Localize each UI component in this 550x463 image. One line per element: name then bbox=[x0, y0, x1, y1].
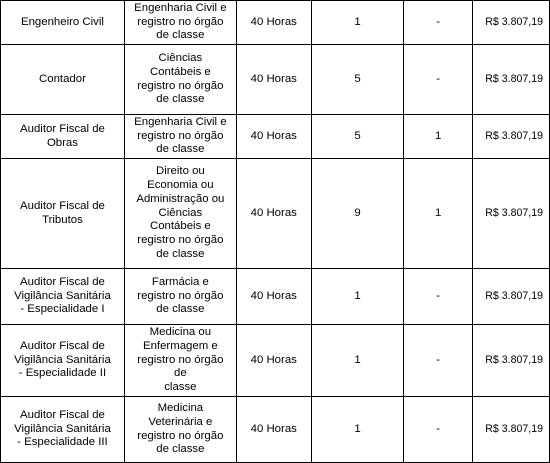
table-row bbox=[1, 159, 550, 269]
requirements-cell bbox=[124, 397, 236, 463]
positions-table-body bbox=[1, 1, 550, 463]
cargo-line: Obras bbox=[46, 136, 78, 149]
cargo-cell bbox=[1, 45, 125, 115]
requirements-line: Engenharia Civil e bbox=[134, 1, 227, 14]
requirements-line: de bbox=[174, 367, 187, 380]
workload-cell: 40 Horas bbox=[236, 115, 311, 159]
table-row bbox=[1, 1, 550, 45]
workload-cell: 40 Horas bbox=[236, 1, 311, 45]
cargo-line: Auditor Fiscal de bbox=[20, 199, 105, 212]
requirements-cell bbox=[124, 45, 236, 115]
requirements-line: de classe bbox=[156, 29, 205, 42]
workload-cell: 40 Horas bbox=[236, 45, 311, 115]
pcd-vacancies-cell: 1 bbox=[404, 159, 473, 269]
cargo-cell bbox=[1, 269, 125, 325]
requirements-line: registro no órgão bbox=[137, 353, 224, 366]
pcd-vacancies-cell: 1 bbox=[404, 115, 473, 159]
cargo-line: Tributos bbox=[42, 213, 83, 226]
cargo-line: Vigilância Sanitária bbox=[14, 353, 111, 366]
requirements-line: de classe bbox=[156, 93, 205, 106]
salary-cell: R$ 3.807,19 bbox=[473, 1, 550, 45]
requirements-line: de classe bbox=[156, 443, 205, 456]
salary-cell: R$ 3.807,19 bbox=[473, 159, 550, 269]
requirements-line: classe bbox=[164, 381, 197, 394]
requirements-line: registro no órgão bbox=[137, 15, 224, 28]
requirements-cell bbox=[124, 1, 236, 45]
requirements-line: Contábeis e bbox=[149, 65, 211, 78]
requirements-line: registro no órgão bbox=[137, 234, 224, 247]
cargo-line: Engenheiro Civil bbox=[20, 15, 104, 28]
requirements-line: Engenharia Civil e bbox=[134, 115, 227, 128]
requirements-line: registro no órgão bbox=[137, 289, 224, 302]
vacancies-cell: 1 bbox=[311, 325, 404, 397]
pcd-vacancies-cell: - bbox=[404, 397, 473, 463]
requirements-cell bbox=[124, 159, 236, 269]
pcd-vacancies-cell: - bbox=[404, 1, 473, 45]
salary-cell: R$ 3.807,19 bbox=[473, 115, 550, 159]
requirements-line: registro no órgão bbox=[137, 79, 224, 92]
salary-cell: R$ 3.807,19 bbox=[473, 45, 550, 115]
cargo-line: Auditor Fiscal de bbox=[20, 122, 105, 135]
vacancies-cell: 5 bbox=[311, 115, 404, 159]
requirements-line: Direito ou bbox=[155, 164, 205, 177]
requirements-line: de classe bbox=[156, 303, 205, 316]
table-row bbox=[1, 325, 550, 397]
requirements-line: Medicina ou bbox=[149, 325, 212, 338]
table-row bbox=[1, 45, 550, 115]
vacancies-cell: 9 bbox=[311, 159, 404, 269]
cargo-cell bbox=[1, 115, 125, 159]
cargo-line: Auditor Fiscal de bbox=[20, 275, 105, 288]
cargo-line: Vigilância Sanitária bbox=[14, 289, 111, 302]
requirements-line: Administração ou bbox=[136, 192, 225, 205]
cargo-line: - Especialidade III bbox=[17, 436, 108, 449]
salary-cell: R$ 3.807,19 bbox=[473, 397, 550, 463]
cargo-line: Vigilância Sanitária bbox=[14, 422, 111, 435]
workload-cell: 40 Horas bbox=[236, 397, 311, 463]
requirements-line: de classe bbox=[156, 143, 205, 156]
table-row bbox=[1, 269, 550, 325]
cargo-cell bbox=[1, 159, 125, 269]
requirements-line: de classe bbox=[156, 248, 205, 261]
requirements-line: Economia ou bbox=[147, 178, 214, 191]
requirements-line: Enfermagem e bbox=[143, 339, 218, 352]
cargo-cell bbox=[1, 325, 125, 397]
requirements-cell bbox=[124, 269, 236, 325]
vacancies-cell: 1 bbox=[311, 269, 404, 325]
requirements-line: Farmácia e bbox=[151, 275, 209, 288]
cargo-line: Contador bbox=[39, 72, 86, 85]
cargo-line: Auditor Fiscal de bbox=[20, 408, 105, 421]
requirements-line: Ciências bbox=[158, 206, 203, 219]
requirements-line: Medicina bbox=[157, 401, 204, 414]
requirements-cell bbox=[124, 115, 236, 159]
cargo-cell bbox=[1, 397, 125, 463]
requirements-line: Veterinária e bbox=[148, 415, 213, 428]
vacancies-cell: 1 bbox=[311, 397, 404, 463]
cargo-line: - Especialidade II bbox=[18, 367, 107, 380]
requirements-line: registro no órgão bbox=[137, 129, 224, 142]
salary-cell: R$ 3.807,19 bbox=[473, 269, 550, 325]
workload-cell: 40 Horas bbox=[236, 159, 311, 269]
workload-cell: 40 Horas bbox=[236, 269, 311, 325]
pcd-vacancies-cell: - bbox=[404, 45, 473, 115]
workload-cell: 40 Horas bbox=[236, 325, 311, 397]
salary-cell: R$ 3.807,19 bbox=[473, 325, 550, 397]
cargo-line: - Especialidade I bbox=[20, 303, 105, 316]
vacancies-cell: 1 bbox=[311, 1, 404, 45]
requirements-line: registro no órgão bbox=[137, 429, 224, 442]
vacancies-cell: 5 bbox=[311, 45, 404, 115]
table-row bbox=[1, 397, 550, 463]
table-row bbox=[1, 115, 550, 159]
requirements-cell bbox=[124, 325, 236, 397]
pcd-vacancies-cell: - bbox=[404, 325, 473, 397]
cargo-line: Auditor Fiscal de bbox=[20, 339, 105, 352]
cargo-cell bbox=[1, 1, 125, 45]
pcd-vacancies-cell: - bbox=[404, 269, 473, 325]
requirements-line: Ciências bbox=[158, 51, 203, 64]
requirements-line: Contábeis e bbox=[149, 220, 211, 233]
